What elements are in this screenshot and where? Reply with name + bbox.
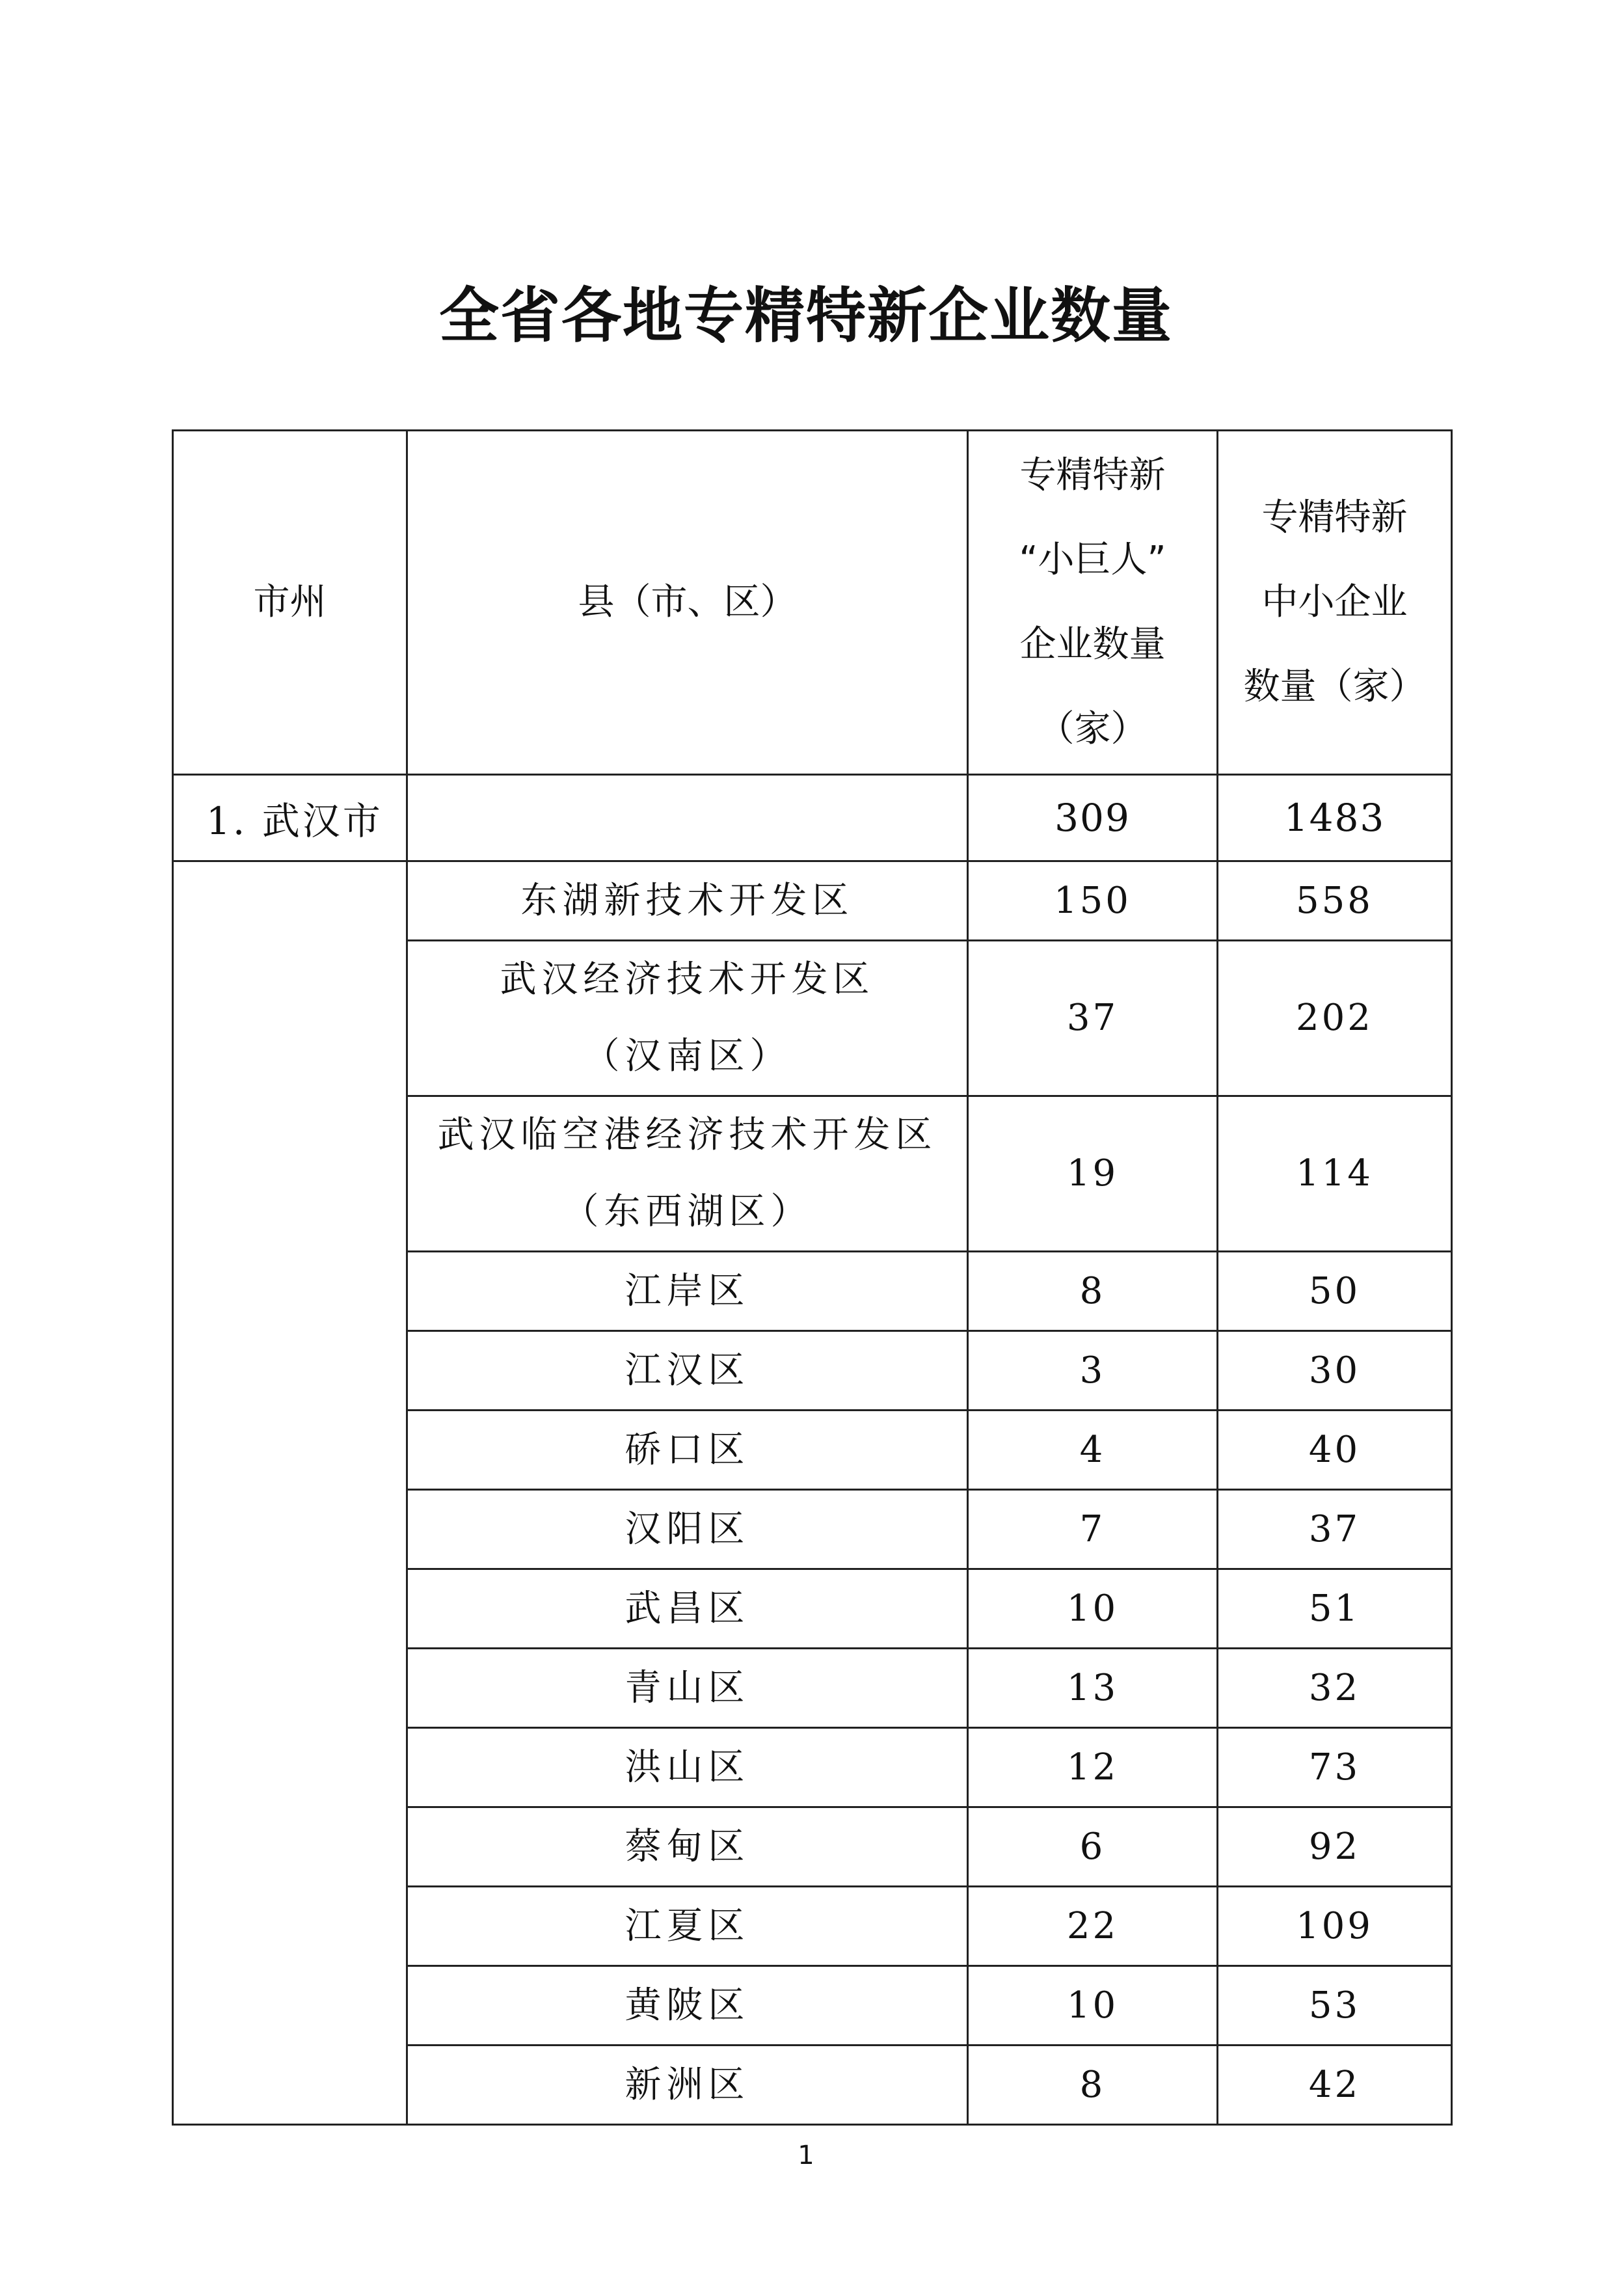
city-name: 1. 武汉市 (173, 775, 407, 861)
district-name-line: 武汉经济技术开发区 (500, 958, 875, 1001)
header-giant-line: 企业数量 (1019, 623, 1166, 666)
header-sme-line: 中小企业 (1261, 581, 1408, 623)
enterprise-count-table (172, 429, 1453, 2126)
city-sme-total: 1483 (1218, 775, 1452, 861)
giant-count: 13 (968, 1649, 1218, 1728)
giant-count: 37 (968, 941, 1218, 1096)
city-span-cell (173, 861, 407, 2125)
header-sme-count (1218, 431, 1452, 775)
district-name (407, 1252, 968, 1331)
page-title: 全省各地专精特新企业数量 (438, 280, 1173, 351)
giant-count: 22 (968, 1887, 1218, 1966)
giant-count: 6 (968, 1807, 1218, 1887)
giant-count: 3 (968, 1331, 1218, 1411)
district-name-line: 武汉临空港经济技术开发区 (437, 1114, 937, 1156)
sme-count: 73 (1218, 1728, 1452, 1807)
district-name (407, 941, 968, 1096)
district-name-line: 蔡甸区 (625, 1825, 750, 1868)
sme-count: 114 (1218, 1096, 1452, 1252)
district-name-line: 东湖新技术开发区 (520, 879, 854, 922)
giant-count: 4 (968, 1411, 1218, 1490)
city-district-empty (407, 775, 968, 861)
district-name-line: 青山区 (625, 1666, 750, 1709)
district-name-line: 江夏区 (625, 1904, 750, 1947)
giant-count: 8 (968, 2046, 1218, 2125)
sme-count: 50 (1218, 1252, 1452, 1331)
giant-count: 10 (968, 1569, 1218, 1649)
sme-count: 109 (1218, 1887, 1452, 1966)
district-name (407, 1887, 968, 1966)
header-giant-line: 专精特新 (1019, 454, 1166, 496)
district-name (407, 1649, 968, 1728)
district-name (407, 1569, 968, 1649)
giant-count: 19 (968, 1096, 1218, 1252)
district-name (407, 861, 968, 941)
district-name-line: 黄陂区 (625, 1984, 750, 2027)
sme-count: 40 (1218, 1411, 1452, 1490)
header-city: 市州 (173, 431, 407, 775)
sme-count: 32 (1218, 1649, 1452, 1728)
district-name-line: 江汉区 (625, 1349, 750, 1392)
table-row (173, 861, 1452, 941)
district-name-line: （东西湖区） (562, 1191, 813, 1233)
header-giant-line: “小巨人” (1019, 539, 1166, 581)
district-name-line: 新洲区 (625, 2063, 750, 2106)
giant-count: 150 (968, 861, 1218, 941)
district-name (407, 1411, 968, 1490)
district-name (407, 2046, 968, 2125)
district-name (407, 1966, 968, 2046)
sme-count: 37 (1218, 1490, 1452, 1569)
district-name (407, 1807, 968, 1887)
giant-count: 7 (968, 1490, 1218, 1569)
sme-count: 202 (1218, 941, 1452, 1096)
sme-count: 558 (1218, 861, 1452, 941)
table-header-row (173, 431, 1452, 775)
district-name (407, 1331, 968, 1411)
district-name-line: （汉南区） (583, 1035, 792, 1077)
sme-count: 51 (1218, 1569, 1452, 1649)
district-name (407, 1728, 968, 1807)
district-name-line: 汉阳区 (625, 1507, 750, 1550)
district-name-line: 江岸区 (625, 1269, 750, 1312)
sme-count: 53 (1218, 1966, 1452, 2046)
city-giant-total: 309 (968, 775, 1218, 861)
giant-count: 10 (968, 1966, 1218, 2046)
header-district: 县（市、区） (407, 431, 968, 775)
giant-count: 8 (968, 1252, 1218, 1331)
page-number: 1 (798, 2141, 814, 2170)
district-name (407, 1490, 968, 1569)
city-row (173, 775, 1452, 861)
district-name-line: 洪山区 (625, 1746, 750, 1789)
district-name-line: 硚口区 (625, 1428, 750, 1471)
header-giant-line: （家） (1038, 708, 1148, 750)
header-giant-count (968, 431, 1218, 775)
sme-count: 30 (1218, 1331, 1452, 1411)
district-name-line: 武昌区 (625, 1587, 750, 1630)
sme-count: 92 (1218, 1807, 1452, 1887)
giant-count: 12 (968, 1728, 1218, 1807)
header-sme-line: 数量（家） (1243, 666, 1426, 708)
sme-count: 42 (1218, 2046, 1452, 2125)
district-name (407, 1096, 968, 1252)
header-sme-line: 专精特新 (1261, 496, 1408, 539)
